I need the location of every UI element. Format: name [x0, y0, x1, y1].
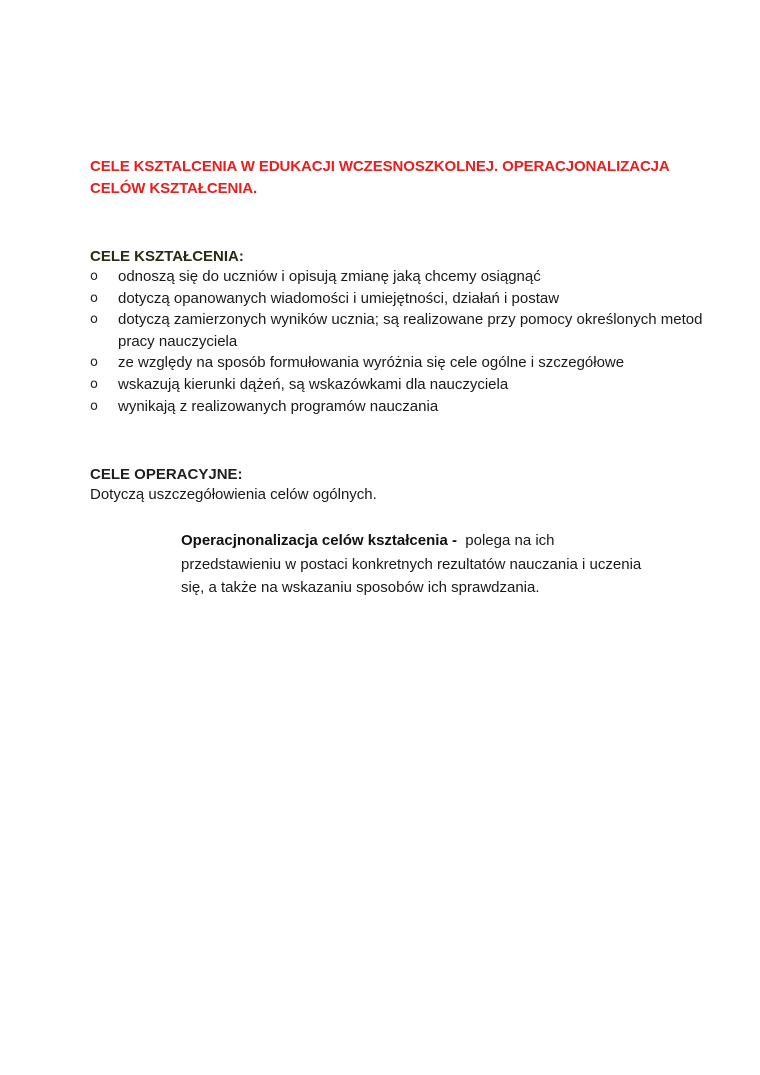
operational-text: Dotyczą uszczegółowienia celów ogólnych.: [90, 486, 377, 503]
definition-term: Operacjnonalizacja celów kształcenia -: [181, 532, 457, 549]
list-item: [90, 266, 730, 288]
list-item: [90, 309, 730, 352]
bullet-circle-icon: o: [90, 290, 98, 306]
operational-heading: CELE OPERACYJNE:: [90, 466, 243, 483]
definition-paragraph: [181, 529, 651, 600]
document-title: CELE KSZTALCENIA W EDUKACJI WCZESNOSZKOLNEJ. OPERACJONALIZACJA CELÓW KSZTAŁCENIA.: [90, 158, 670, 197]
list-item-text: dotyczą zamierzonych wyników ucznia; są realizowane przy pomocy określonych metod pracy nauczyciela: [118, 311, 703, 350]
bullet-circle-icon: o: [90, 376, 98, 392]
list-item: [90, 352, 730, 374]
list-item: [90, 288, 730, 310]
bullet-circle-icon: o: [90, 355, 98, 371]
list-item: [90, 396, 730, 418]
goals-heading: CELE KSZTAŁCENIA:: [90, 248, 244, 265]
goals-list: [90, 266, 730, 417]
list-item: [90, 374, 730, 396]
list-item-text: ze względy na sposób formułowania wyróżnia się cele ogólne i szczegółowe: [118, 354, 625, 372]
list-item-text: odnoszą się do uczniów i opisują zmianę jaką chcemy osiągnąć: [118, 268, 541, 285]
list-item-text: dotyczą opanowanych wiadomości i umiejętności, działań i postaw: [118, 289, 560, 307]
definition-body: polega na ich przedstawieniu w postaci konkretnych rezultatów nauczania i uczenia się, a także na wskazaniu sposobów ich sprawdzania.: [181, 532, 646, 596]
list-item-text: wynikają z realizowanych programów nauczania: [118, 397, 439, 415]
bullet-circle-icon: o: [90, 269, 98, 284]
list-item-text: wskazują kierunki dążeń, są wskazówkami dla nauczyciela: [118, 375, 509, 393]
bullet-circle-icon: o: [90, 312, 98, 328]
bullet-circle-icon: o: [90, 398, 98, 414]
